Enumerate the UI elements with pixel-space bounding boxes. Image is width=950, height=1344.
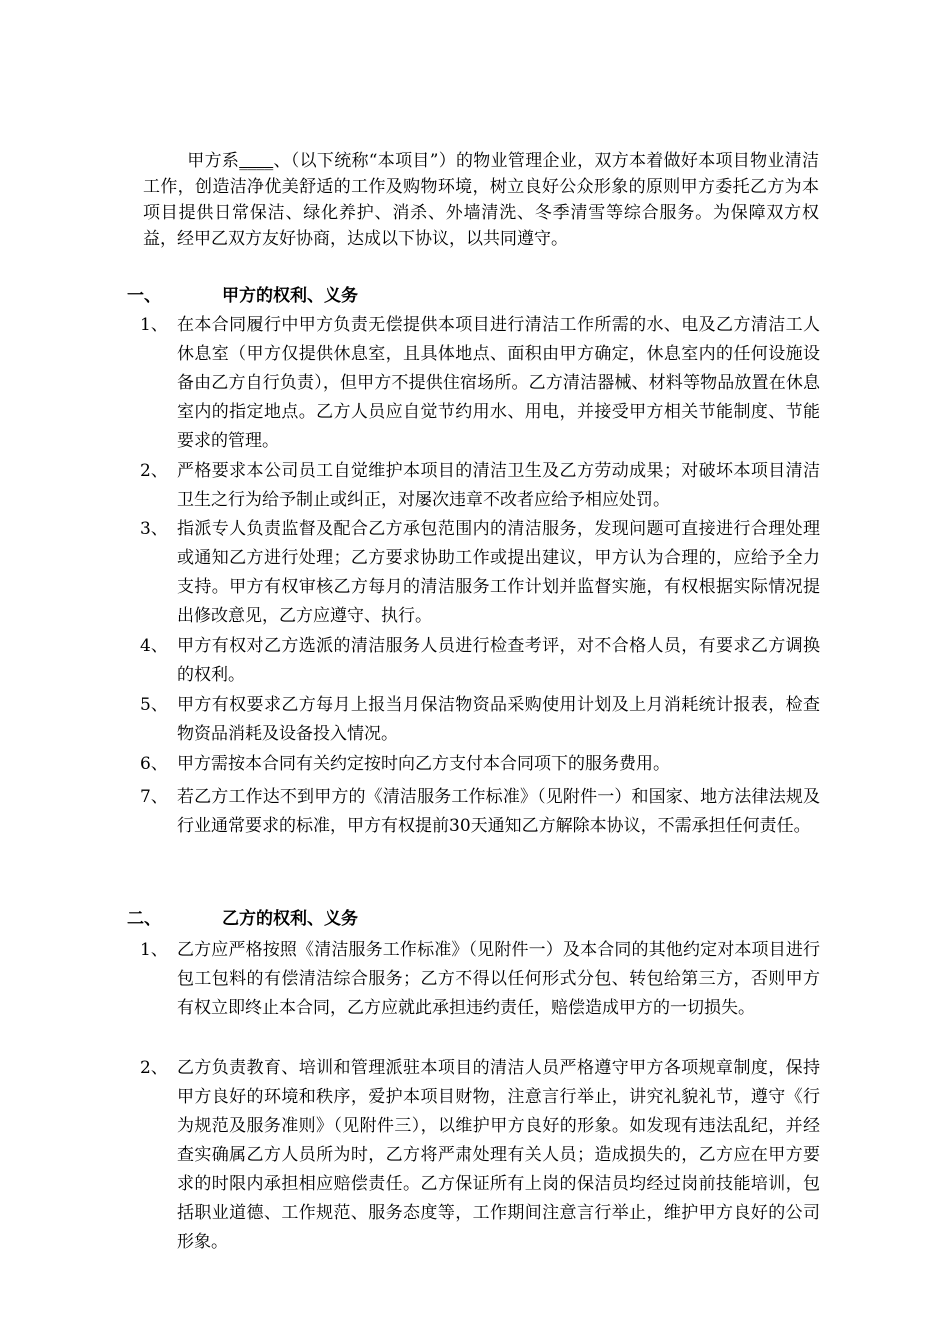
item-number: 5、 (140, 695, 168, 715)
section-title: 甲方的权利、义务 (222, 286, 358, 306)
item-text: 甲方有权要求乙方每月上报当月保洁物资品采购使用计划及上月消耗统计报表，检查物资品消耗及设备投入情况。 (177, 695, 820, 744)
item-text: 在本合同履行中甲方负责无偿提供本项目进行清洁工作所需的水、电及乙方清洁工人休息室（甲方仅提供休息室，且具体地点、面积由甲方确定，休息室内的任何设施设备由乙方自行负责），但甲方不提供住宿场所。乙方清洁器械、材料等物品放置在休息室内的指定地点。乙方人员应自觉节约用水、用电，并接受甲方相关节能制度、节能要求的管理。 (177, 315, 820, 451)
item-number: 2、 (140, 461, 168, 481)
item-number: 3、 (140, 519, 168, 539)
item-number: 4、 (140, 636, 168, 656)
item-number: 1、 (140, 315, 168, 335)
item-text: 甲方需按本合同有关约定按时向乙方支付本合同项下的服务费用。 (177, 754, 670, 774)
section-number: 二、 (127, 909, 161, 929)
intro-blank: ____ (239, 151, 274, 171)
item-text: 乙方应严格按照《清洁服务工作标准》（见附件一）及本合同的其他约定对本项目进行包工包料的有偿清洁综合服务；乙方不得以任何形式分包、转包给第三方，否则甲方有权立即终止本合同，乙方应就此承担违约责任，赔偿造成甲方的一切损失。 (177, 940, 820, 1018)
item-text: 若乙方工作达不到甲方的《清洁服务工作标准》（见附件一）和国家、地方法律法规及行业通常要求的标准，甲方有权提前30天通知乙方解除本协议，不需承担任何责任。 (177, 787, 820, 836)
intro-paragraph (143, 148, 819, 252)
item-number: 2、 (140, 1058, 168, 1078)
section-title: 乙方的权利、义务 (222, 909, 358, 929)
section-number: 一、 (127, 286, 161, 306)
item-number: 1、 (140, 940, 168, 960)
item-number: 7、 (140, 787, 168, 807)
item-text: 甲方有权对乙方选派的清洁服务人员进行检查考评，对不合格人员，有要求乙方调换的权利。 (177, 636, 820, 685)
item-text: 指派专人负责监督及配合乙方承包范围内的清洁服务，发现问题可直接进行合理处理或通知乙方进行处理；乙方要求协助工作或提出建议，甲方认为合理的，应给予全力支持。甲方有权审核乙方每月的清洁服务工作计划并监督实施，有权根据实际情况提出修改意见，乙方应遵守、执行。 (177, 519, 820, 626)
item-text: 乙方负责教育、培训和管理派驻本项目的清洁人员严格遵守甲方各项规章制度，保持甲方良好的环境和秩序，爱护本项目财物，注意言行举止，讲究礼貌礼节，遵守《行为规范及服务准则》（见附件三），以维护甲方良好的形象。如发现有违法乱纪，并经查实确属乙方人员所为时，乙方将严肃处理有关人员；造成损失的，乙方应在甲方要求的时限内承担相应赔偿责任。乙方保证所有上岗的保洁员均经过岗前技能培训，包括职业道德、工作规范、服务态度等，工作期间注意言行举止，维护甲方良好的公司形象。 (177, 1058, 820, 1252)
item-number: 6、 (140, 754, 168, 774)
section-heading-1 (127, 283, 358, 309)
intro-text: 、（以下统称“本项目”）的物业管理企业，双方本着做好本项目物业清洁工作，创造洁净优美舒适的工作及购物环境，树立良好公众形象的原则甲方委托乙方为本项目提供日常保洁、绿化养护、消杀、外墙清洗、冬季清雪等综合服务。为保障双方权益，经甲乙双方友好协商，达成以下协议，以共同遵守。 (143, 151, 819, 249)
intro-prefix: 甲方系 (187, 151, 240, 171)
item-text: 严格要求本公司员工自觉维护本项目的清洁卫生及乙方劳动成果；对破坏本项目清洁卫生之行为给予制止或纠正，对屡次违章不改者应给予相应处罚。 (177, 461, 820, 510)
section-heading-2 (127, 906, 358, 932)
